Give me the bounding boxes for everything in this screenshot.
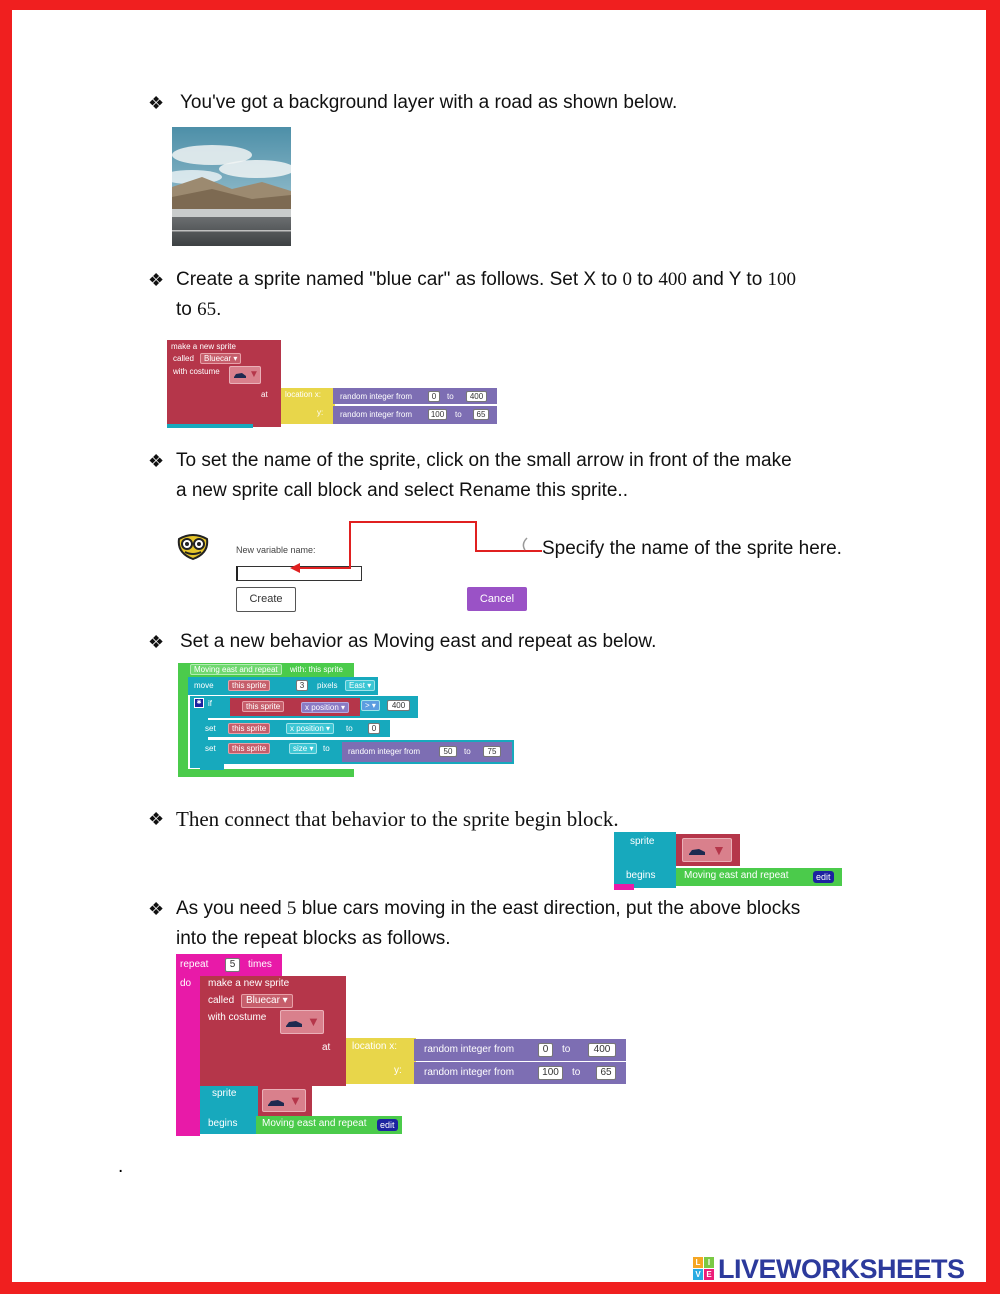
x-from: 0 — [622, 269, 632, 290]
random-label: random integer from — [424, 1044, 515, 1055]
behavior-block — [178, 663, 518, 779]
bullet-icon: ❖ — [148, 899, 165, 919]
if-label: if — [208, 699, 212, 708]
text-part: to — [631, 269, 659, 290]
set-x-value[interactable]: 0 — [368, 723, 380, 734]
sprite-begins-block — [614, 832, 844, 890]
random-label: random integer from — [424, 1067, 515, 1078]
size-dropdown[interactable]: size ▾ — [289, 743, 317, 754]
chevron-down-icon: ▼ — [307, 1014, 320, 1029]
called-label: called — [208, 995, 235, 1006]
y-max-value[interactable]: 65 — [473, 409, 489, 420]
repeat-label: repeat — [180, 959, 209, 970]
this-sprite-dropdown[interactable]: this sprite — [228, 723, 270, 734]
bullet-icon: ❖ — [148, 93, 165, 113]
make-sprite-body — [200, 976, 346, 1086]
to-label: to — [464, 747, 471, 756]
random-label: random integer from — [348, 747, 421, 756]
size-max-value[interactable]: 75 — [483, 746, 501, 757]
logo-badge-letter: V — [693, 1269, 703, 1280]
bullet-4-text: Set a new behavior as Moving east and repeat as below. — [180, 631, 657, 652]
begins-label: begins — [626, 870, 656, 881]
to-label: to — [455, 410, 462, 419]
compare-value[interactable]: 400 — [387, 700, 410, 711]
to-label: to — [346, 724, 353, 733]
create-button[interactable] — [236, 587, 296, 612]
block-title: make a new sprite — [208, 978, 290, 989]
costume-selector[interactable] — [229, 366, 261, 384]
costume-label: with costume — [173, 367, 220, 376]
y-min-value[interactable]: 100 — [428, 409, 447, 420]
behavior-call-label: Moving east and repeat — [262, 1118, 367, 1129]
this-sprite-dropdown[interactable]: this sprite — [228, 680, 270, 691]
bullet-3-text: To set the name of the sprite, click on the small arrow in front of the make — [176, 450, 792, 471]
bullet-3-text-line2: a new sprite call block and select Rename this sprite.. — [176, 480, 628, 501]
edit-button[interactable]: edit — [377, 1119, 398, 1131]
y-max-value[interactable]: 65 — [596, 1066, 616, 1080]
car-icon — [688, 846, 706, 856]
chevron-down-icon: ▼ — [249, 369, 259, 380]
car-icon — [285, 1018, 303, 1028]
costume-selector[interactable] — [262, 1089, 306, 1112]
variable-name-label: New variable name: — [236, 545, 316, 555]
text-part: blue cars moving in the east direction, put the above blocks — [296, 898, 801, 919]
connector — [614, 884, 634, 890]
repeat-times-value[interactable]: 5 — [225, 958, 240, 972]
sprite-name-dropdown[interactable]: Bluecar ▾ — [241, 994, 293, 1008]
annotation-arrow — [280, 518, 545, 578]
car-count: 5 — [286, 898, 297, 919]
road-background-image — [172, 127, 291, 246]
bullet-5-text: Then connect that behavior to the sprite begin block. — [176, 807, 619, 831]
make-sprite-block — [167, 340, 499, 430]
random-label: random integer from — [340, 392, 413, 401]
called-label: called — [173, 354, 194, 363]
pixels-value[interactable]: 3 — [296, 680, 308, 691]
random-label: random integer from — [340, 410, 413, 419]
annotation-note: Specify the name of the sprite here. — [542, 538, 842, 559]
edit-button[interactable]: edit — [813, 871, 834, 883]
compare-dropdown[interactable]: > ▾ — [361, 700, 380, 711]
text-part: Create a sprite named "blue car" as follows. Set X to — [176, 269, 623, 290]
x-max-value[interactable]: 400 — [588, 1043, 616, 1057]
to-label: to — [562, 1044, 571, 1055]
x-min-value[interactable]: 0 — [428, 391, 440, 402]
do-label: do — [180, 978, 192, 989]
location-x-label: location x: — [285, 390, 322, 399]
bullet-icon: ❖ — [148, 270, 165, 290]
logo-text: LIVEWORKSHEETS — [718, 1254, 965, 1284]
connector — [200, 764, 224, 770]
bullet-6-text-line2: into the repeat blocks as follows. — [176, 928, 451, 949]
costume-selector[interactable] — [682, 838, 732, 862]
y-min-value[interactable]: 100 — [538, 1066, 563, 1080]
mascot-icon — [176, 533, 210, 561]
text-part: and Y to — [686, 269, 768, 290]
repeat-block — [176, 954, 628, 1138]
this-sprite-dropdown[interactable]: this sprite — [242, 701, 284, 712]
at-label: at — [261, 390, 268, 399]
to-label: to — [572, 1067, 581, 1078]
logo-badge-icon — [693, 1257, 715, 1281]
y-label: y: — [317, 408, 324, 417]
move-label: move — [194, 681, 214, 690]
sprite-label: sprite — [212, 1088, 237, 1099]
cancel-button[interactable] — [467, 587, 527, 611]
this-sprite-dropdown[interactable]: this sprite — [228, 743, 270, 754]
set-label: set — [205, 724, 216, 733]
car-icon — [233, 371, 247, 379]
pixels-label: pixels — [317, 681, 338, 690]
x-min-value[interactable]: 0 — [538, 1043, 553, 1057]
text-part: to — [176, 299, 198, 320]
to-label: to — [323, 744, 330, 753]
x-position-dropdown[interactable]: x position ▾ — [301, 702, 349, 713]
size-min-value[interactable]: 50 — [439, 746, 457, 757]
with-this-sprite-label: with: this sprite — [290, 665, 343, 674]
y-to: 65 — [197, 299, 217, 320]
x-to: 400 — [658, 269, 687, 290]
costume-selector[interactable] — [280, 1010, 324, 1034]
behavior-name-field[interactable]: Moving east and repeat — [190, 664, 282, 675]
block-title: make a new sprite — [171, 342, 236, 351]
liveworksheets-logo[interactable] — [693, 1255, 987, 1283]
gear-icon[interactable]: ✱ — [194, 698, 204, 708]
behavior-call-label: Moving east and repeat — [684, 870, 789, 881]
begins-label: begins — [208, 1118, 238, 1129]
at-label: at — [322, 1042, 331, 1053]
stray-dot: . — [118, 1156, 124, 1177]
bullet-6-text — [176, 894, 800, 924]
create-button-label: Create — [249, 593, 283, 605]
logo-badge-letter: E — [704, 1269, 714, 1280]
chevron-down-icon: ▼ — [712, 842, 726, 858]
chevron-down-icon: ▼ — [289, 1093, 302, 1108]
x-max-value[interactable]: 400 — [466, 391, 487, 402]
bullet-icon: ❖ — [148, 451, 165, 471]
car-icon — [267, 1097, 285, 1107]
text-part: . — [216, 299, 222, 320]
logo-badge-letter: L — [693, 1257, 703, 1268]
cancel-button-label: Cancel — [479, 593, 515, 605]
logo-badge-letter: I — [704, 1257, 714, 1268]
bullet-icon: ❖ — [148, 632, 165, 652]
to-label: to — [447, 392, 454, 401]
bullet-1-text: You've got a background layer with a road as shown below. — [180, 92, 678, 113]
bullet-2-text-line2 — [176, 295, 221, 325]
direction-dropdown[interactable]: East ▾ — [345, 680, 375, 691]
y-label: y: — [394, 1065, 402, 1076]
bullet-2-text — [176, 265, 796, 295]
location-x-label: location x: — [352, 1041, 398, 1052]
sprite-label: sprite — [630, 836, 655, 847]
connector — [167, 424, 253, 428]
x-position-dropdown[interactable]: x position ▾ — [286, 723, 334, 734]
text-part: As you need — [176, 898, 287, 919]
sprite-name-dropdown[interactable]: Bluecar ▾ — [200, 353, 241, 364]
y-from: 100 — [767, 269, 797, 290]
bullet-icon: ❖ — [148, 809, 165, 829]
times-label: times — [248, 959, 272, 970]
costume-label: with costume — [208, 1012, 267, 1023]
set-label: set — [205, 744, 216, 753]
